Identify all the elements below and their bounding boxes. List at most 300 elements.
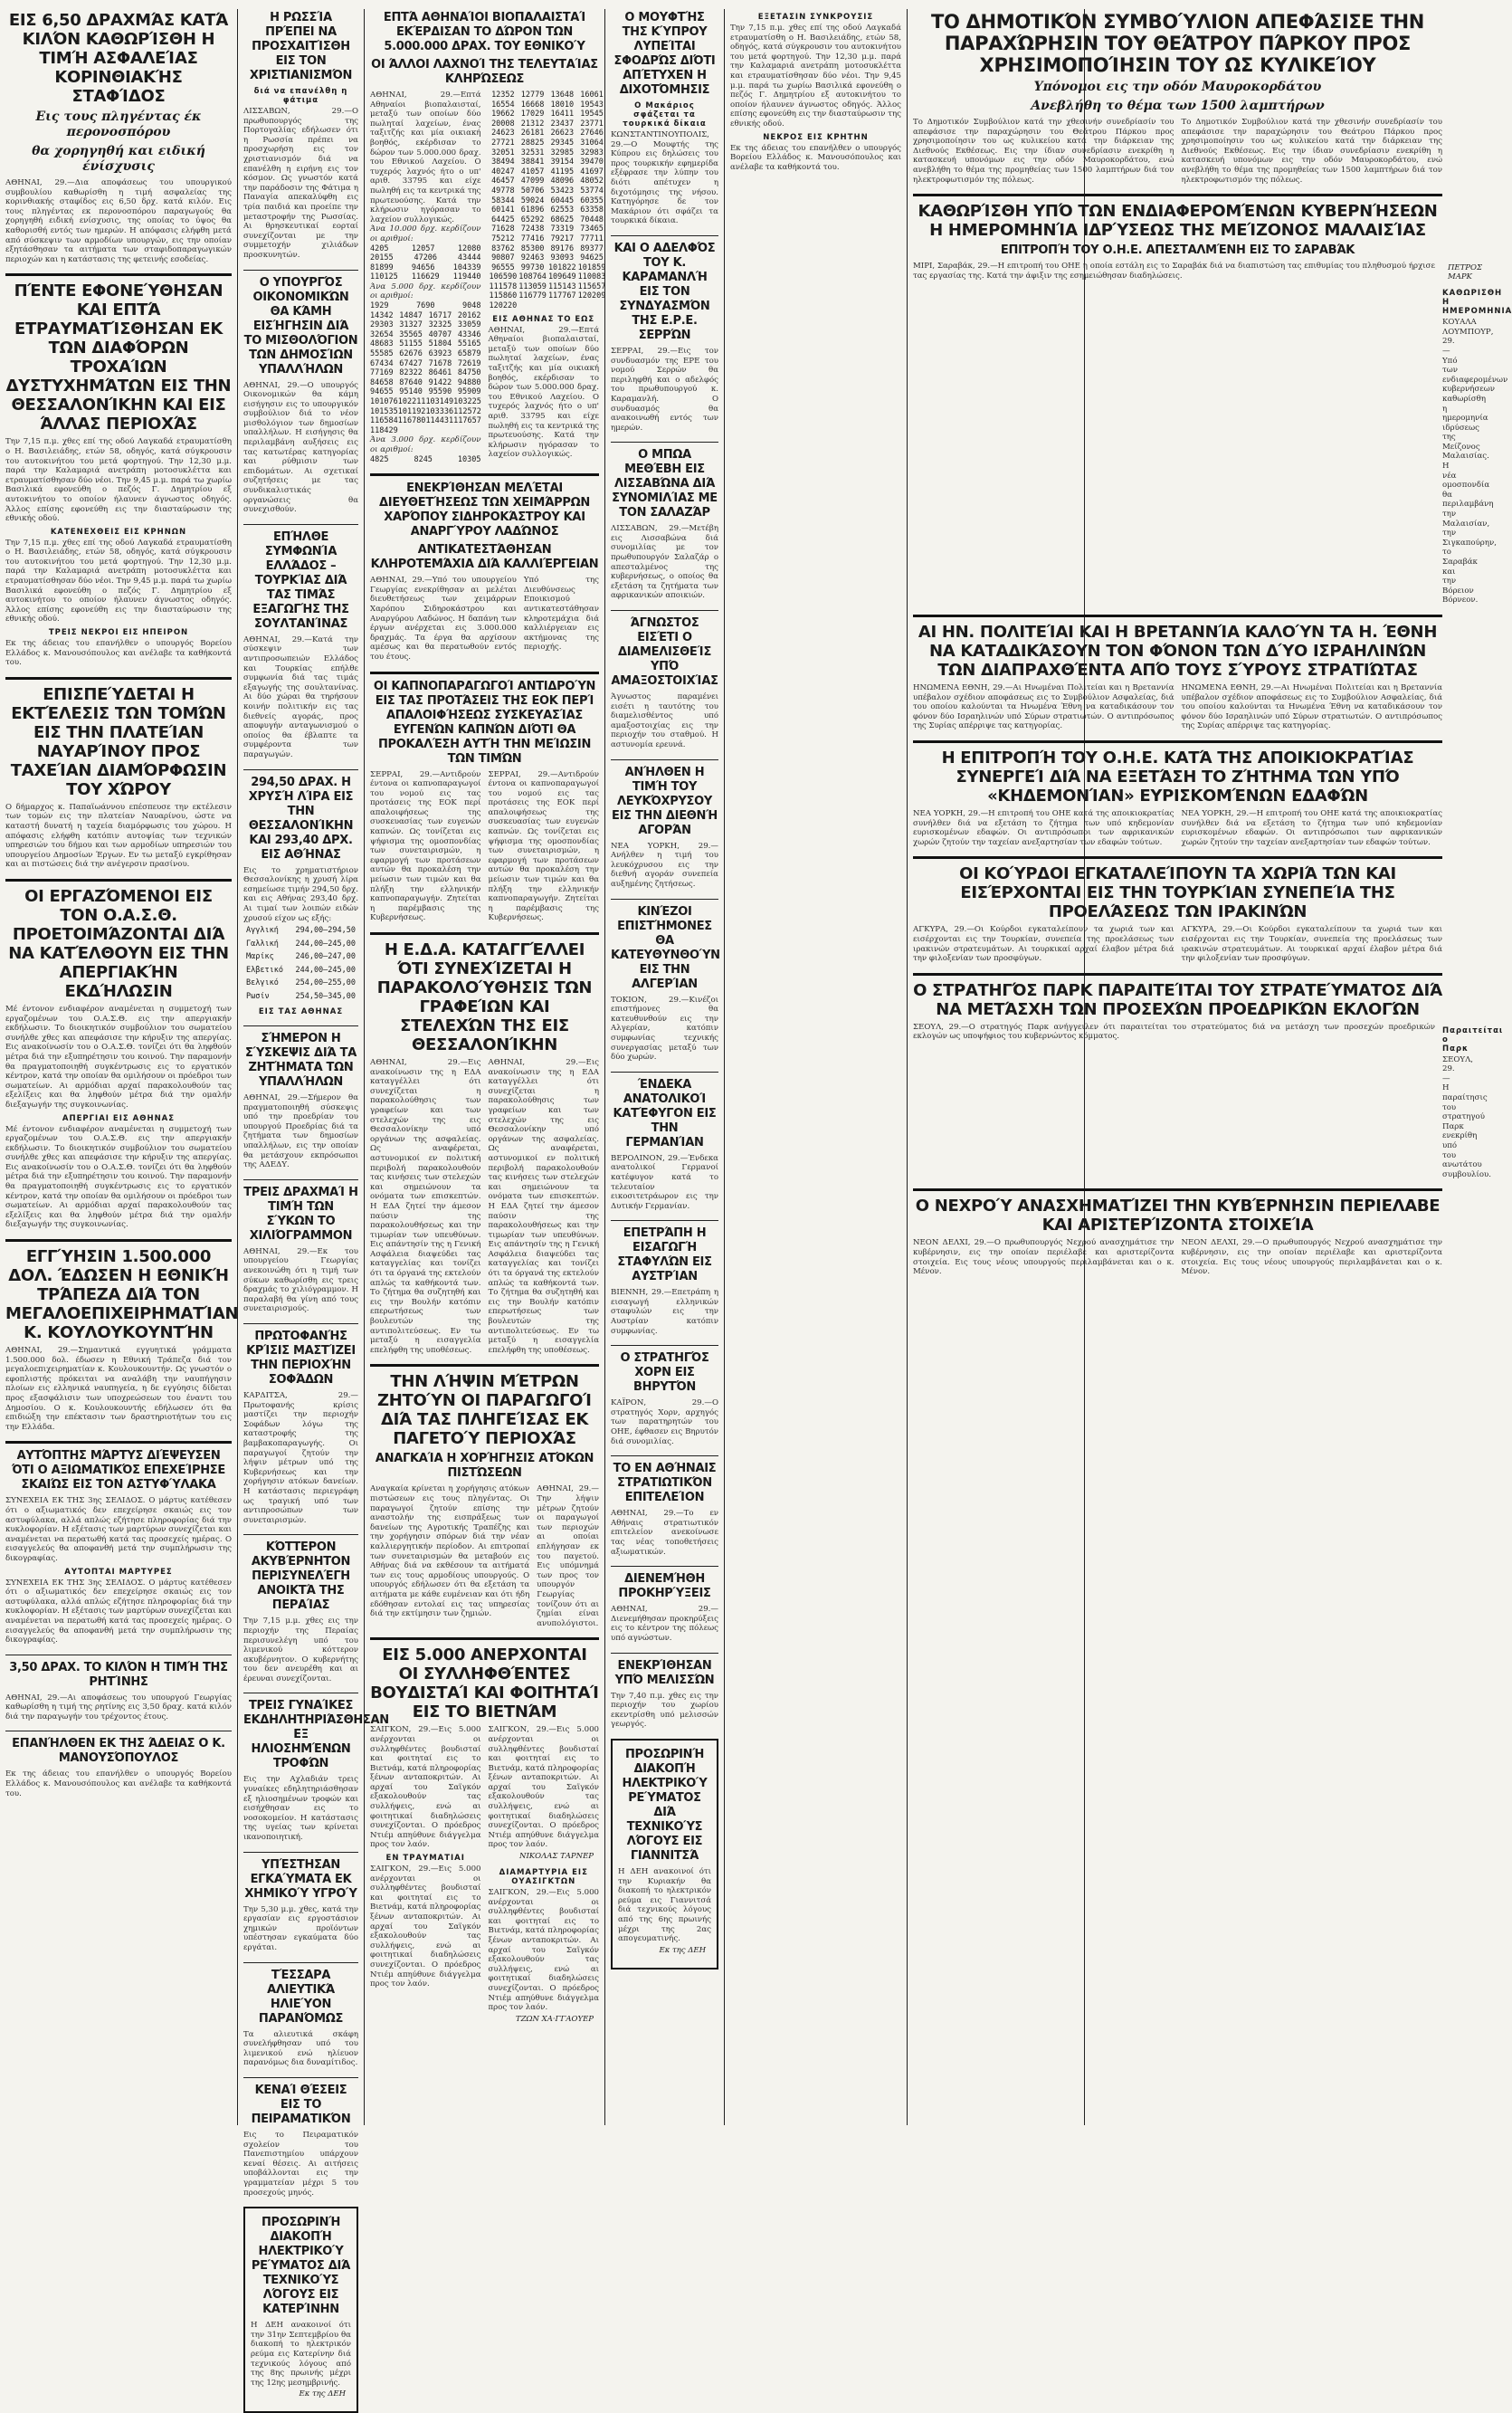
lottery-number: 106590 bbox=[489, 272, 518, 282]
lottery-row bbox=[370, 387, 481, 397]
lottery-row bbox=[370, 301, 481, 311]
lottery-row bbox=[489, 291, 607, 301]
article-body: Η ΔΕΗ ανακοινοί ότι την 31ην Σεπτεμβρίου θα διακοπή το ηλεκτρικόν ρεύμα εις Κατερίνην διά τεχνικούς λόγους από της 8ης πρωινής μέχρι της 12ης μεσημβρινής. bbox=[251, 2321, 351, 2388]
headline: ΆΓΝΩΣΤΟΣ ΕΙΣΈΤΙ Ο ΔΙΑΜΕΛΙΣΘΕΊΣ ΥΠΌ ΑΜΑΞΟΣΤΟΙΧΊΑΣ bbox=[611, 616, 718, 689]
article-germany bbox=[611, 1078, 718, 1212]
article-frost bbox=[370, 1372, 599, 1628]
lottery-number: 92463 bbox=[520, 253, 545, 263]
headline: 294,50 ΔΡΑΧ. Η ΧΡΥΣΉ ΛΊΡΑ ΕΙΣ ΤΗΝ ΘΕΣΣΑΛΟΝΊΚΗΝ ΚΑΙ 293,40 ΔΡΧ. ΕΙΣ ΑΘΉΝΑΣ bbox=[248, 775, 354, 862]
lottery-row bbox=[489, 119, 607, 129]
article-navarinou bbox=[5, 685, 232, 870]
article-payroll bbox=[243, 276, 358, 515]
lottery-number: 108764 bbox=[518, 272, 547, 282]
lottery-number: 85300 bbox=[520, 243, 545, 253]
headline: ΕΠΉΛΘΕ ΣΥΜΦΩΝΊΑ ΕΛΛΆΔΟΣ – ΤΟΥΡΚΊΑΣ ΔΙΆ ΤΑΣ ΤΙΜΆΣ ΕΞΑΓΩΓΉΣ ΤΗΣ ΣΟΥΛΤΑΝΊΝΑΣ bbox=[252, 529, 349, 631]
coin-name: Αγγλική bbox=[246, 926, 279, 936]
lottery-number: 115860 bbox=[489, 291, 518, 301]
coin-price: 244,00—245,00 bbox=[295, 939, 356, 949]
lottery-number: 27646 bbox=[580, 129, 604, 138]
lottery-row bbox=[489, 157, 607, 167]
headline: Ο ΝΕΧΡΟΎ ΑΝΑΣΧΗΜΑΤΊΖΕΙ ΤΗΝ ΚΥΒΈΡΝΗΣΙΝ ΠΕΡΙΕΛΑΒΕ ΚΑΙ ΑΡΙΣΤΕΡΊΖΟΝΤΑ ΣΤΟΙΧΕΊΑ bbox=[915, 1197, 1441, 1235]
article-bees bbox=[611, 1659, 718, 1730]
headline: ΕΝΕΚΡΊΘΗΣΑΝ ΥΠΌ ΜΕΛΙΣΣΏΝ bbox=[614, 1658, 715, 1687]
lottery-number bbox=[518, 301, 547, 311]
article-body: Την 5,30 μ.μ. χθες, κατά την εργασίαν εις εργοστάσιον χημικών προϊόντων υπέστησαν εγκαύματα δύο εργάται. bbox=[243, 1904, 358, 1952]
lottery-number: 72438 bbox=[520, 224, 545, 234]
lottery-number: 63358 bbox=[580, 205, 604, 215]
lottery-number: 81899 bbox=[370, 262, 394, 272]
lottery-number: 46457 bbox=[491, 176, 515, 186]
article-body: ΑΘΗΝΑΙ, 29.—Εκ του υπουργείου Γεωργίας ανεκοινώθη ότι η τιμή των σύκων καθωρίσθη εις τρεις δραχμάς το χιλιόγραμμον. Η παραλαβή θα γίνη από τους συνεταιρισμούς. bbox=[243, 1246, 358, 1314]
lottery-number: 117657 bbox=[453, 416, 481, 426]
gold-price-row bbox=[245, 965, 357, 977]
lottery-number: 40707 bbox=[428, 329, 452, 339]
article-body: ΑΘΗΝΑΙ, 29.—Κατά την σύσκεψιν των αντιπροσωπειών Ελλάδος και Τουρκίας επήλθε συμφωνία διά τας τιμάς εξαγωγής της σουλτανίνας. Αι δύο χώραι θα τηρήσουν κοινήν πολιτικήν εις τας διεθνείς αγοράς, προς αποφυγήν ανταγωνισμού ο οποίος θα έβλαπτε τα συμφέροντα των παραγωγών. bbox=[243, 634, 358, 759]
lottery-number: 67434 bbox=[370, 358, 394, 368]
headline: ΕΙΣ 5.000 ΑΝΕΡΧΟΝΤΑΙ ΟΙ ΣΥΛΛΗΦΘΈΝΤΕΣ ΒΟΥΔΙΣΤΑΊ ΚΑΙ ΦΟΙΤΗΤΑΊ ΕΙΣ ΤΟ ΒΙΕΤΝΆΜ bbox=[370, 1645, 599, 1722]
article-body: Εκ της άδειας του επανήλθεν ο υπουργός Βορείου Ελλάδος κ. Μανουσόπουλος και ανέλαβε τα καθήκοντά του. bbox=[5, 1769, 232, 1798]
lottery-number: 47099 bbox=[520, 176, 545, 186]
lottery-number: 19545 bbox=[580, 110, 604, 119]
headline: ΑΝΤΙΚΑΤΕΣΤΆΘΗΣΑΝ ΚΛΗΡΟΤΕΜΆΧΙΑ ΔΙΆ ΚΑΛΛΙΈΡΓΕΙΑΝ bbox=[370, 543, 599, 572]
article-oasth bbox=[5, 887, 232, 1230]
lottery-number: 14342 bbox=[370, 310, 394, 320]
lottery-number: 64425 bbox=[491, 215, 515, 224]
lottery-number: 23771 bbox=[580, 119, 604, 129]
lottery-number: 91422 bbox=[428, 377, 452, 387]
article-body: Την 7,15 π.μ. χθες επί της οδού Λαγκαδά ετραυματίσθη ο Η. Βασιλειάδης, ετών 58, οδηγός, κατά σύγκρουσιν του αυτοκινήτου του μετά φορτηγού. Την 12,30 μ.μ. παρά την Καλαμαριά ανετράπη μοτοσυκλέττα και ετραυματίσθησαν δύο νέοι. Την 9,45 μ.μ. παρά τω χωρίω Βασιλικά εφονεύθη ο πεζός Γ. Δημητρίου εξ αυτοκινήτου το οποίον ήλαυνεν άγνωστος οδηγός. Άλλος επίσης εφονεύθη εις την διασταύρωσιν της εθνικής οδού. bbox=[730, 24, 901, 129]
headline: Η Ε.Δ.Α. ΚΑΤΑΓΓΈΛΛΕΙ ΌΤΙ ΣΥΝΕΧΊΖΕΤΑΙ Η ΠΑΡΑΚΟΛΟΎΘΗΣΙΣ ΤΩΝ ΓΡΑΦΕΊΩΝ ΚΑΙ ΣΤΕΛΕΧΏΝ ΤΗΣ ΕΙΣ ΘΕΣΣΑΛΟΝΊΚΗΝ bbox=[376, 940, 593, 1054]
lottery-number: 101859 bbox=[577, 262, 606, 272]
headline: ΑΥΤΌΠΤΗΣ ΜΆΡΤΥΣ ΔΙΈΨΕΥΣΕΝ ΌΤΙ Ο ΑΞΙΩΜΑΤΙΚΌΣ ΕΠΕΧΕΊΡΗΣΕ ΣΚΑΙΏΣ ΕΙΣ ΤΟΝ ΑΣΤΥΦΎΛΑΚΑ bbox=[12, 1449, 225, 1493]
lottery-number: 117767 bbox=[547, 291, 576, 301]
lottery-number: 95140 bbox=[399, 387, 423, 397]
lottery-number: 20008 bbox=[491, 119, 515, 129]
lottery-number: 39154 bbox=[550, 157, 575, 167]
lottery-number: 111578 bbox=[489, 281, 518, 291]
headline: ΈΝΔΕΚΑ ΑΝΑΤΟΛΙΚΟΊ ΚΑΤΈΦΥΓΟΝ ΕΙΣ ΤΗΝ ΓΕΡΜΑΝΊΑΝ bbox=[613, 1077, 717, 1149]
article-body: ΑΘΗΝΑΙ, 29.—Σημαντικά εγγυητικά γράμματα 1.500.000 δολ. έδωσεν η Εθνική Τράπεζα διά τον μεγαλοεπιχειρηματίαν κ. Κουλουκουντήν. Ως γνωστόν ο εφοπλιστής πρόκειται να αναλάβη την ναυπήγησιν πλοίων εις ελληνικά ναυπηγεία, η δε εγγύησις δίδεται προς εξασφάλισιν των υποχρεώσεων του έναντι του Δημοσίου. Ο κ. Κουλουκουντής εδήλωσεν ότι θα επιδιώξη την επέκτασιν των δραστηριοτήτων του εις την Ελλάδα. bbox=[5, 1346, 232, 1432]
headline: Ο ΜΠΩΑ ΜΕΘΈΒΗ ΕΙΣ ΛΙΣΣΑΒΏΝΑ ΔΙΆ ΣΥΝΟΜΙΛΊΑΣ ΜΕ ΤΟΝ ΣΑΛΑΖΆΡ bbox=[612, 448, 718, 520]
kicker: ΕΞΕΤΑΣΙΝ ΣΥΝΚΡΟΥΣΙΣ bbox=[757, 13, 874, 22]
lottery-number: 71678 bbox=[428, 358, 452, 368]
lottery-number: 19662 bbox=[491, 110, 515, 119]
article-israelis bbox=[913, 623, 1442, 731]
article-body: ΚΑΪΡΟΝ, 29.—Ο στρατηγός Χορν, αρχηγός των παρατηρητών του ΟΗΕ, έφθασεν εις Βηρυτόν διά συνομιλίας. bbox=[611, 1398, 718, 1446]
article-platinum bbox=[611, 766, 718, 890]
article-torrents bbox=[370, 482, 599, 662]
lottery-number: 9048 bbox=[462, 301, 481, 311]
headline: ΤΗΝ ΛΉΨΙΝ ΜΈΤΡΩΝ ΖΗΤΟΎΝ ΟΙ ΠΑΡΑΓΩΓΟΊ ΔΙΆ ΤΑΣ ΠΛΗΓΕΊΣΑΣ ΕΚ ΠΑΓΕΤΟΎ ΠΕΡΙΟΧΆΣ bbox=[376, 1372, 593, 1449]
lottery-number: 10305 bbox=[457, 454, 481, 464]
lottery-number: 82322 bbox=[399, 368, 423, 378]
lottery-number: 43444 bbox=[457, 253, 481, 263]
gold-price-row bbox=[245, 939, 357, 950]
article-body: ΚΩΝΣΤΑΝΤΙΝΟΥΠΟΛΙΣ, 29.—Ο Μουφτής της Κύπρου εις δηλώσεις του προς τουρκικήν εφημερίδα εξέφρασε την λύπην του διότι απέτυχεν η διχοτόμησις της νήσου. Κατηγόρησε δε τον Μακάριον ότι σφάζει τα τουρκικά δίκαια. bbox=[611, 130, 718, 226]
headline: ΟΙ ΚΟΎΡΔΟΙ ΕΓΚΑΤΑΛΕΊΠΟΥΝ ΤΑ ΧΩΡΙΆ ΤΩΝ ΚΑΙ ΕΙΣΈΡΧΟΝΤΑΙ ΕΙΣ ΤΗΝ ΤΟΥΡΚΊΑΝ ΣΥΝΕΠΕΊΑ ΤΗΣ ΠΡΟΕΛΆΣΕΩΣ ΤΩΝ ΙΡΑΚΙΝΏΝ bbox=[959, 864, 1396, 922]
headline: ΤΡΕΙΣ ΓΥΝΑΊΚΕΣ ΕΚΔΗΛΗΤΗΡΙΆΣΘΗΣΑΝ ΕΞ ΗΛΙΟΣΗΜΈΝΩΝ ΤΡΟΦΏΝ bbox=[243, 1699, 389, 1771]
lottery-number: 119440 bbox=[452, 272, 481, 282]
kicker: Ο Μακάριος σφάζεται τα τουρκικά δίκαια bbox=[623, 101, 707, 129]
lottery-number: 93093 bbox=[550, 253, 575, 263]
lottery-row bbox=[370, 339, 481, 349]
lottery-number: 16411 bbox=[550, 110, 575, 119]
article-body: Εκ της άδειας του επανήλθεν ο υπουργός Βορείου Ελλάδος κ. Μανουσόπουλος και ανέλαβε τα καθήκοντά του. bbox=[730, 143, 901, 172]
lottery-number: 41697 bbox=[580, 167, 604, 176]
article-body: ΑΘΗΝΑΙ, 29.—Δια αποφάσεως του υπουργικού συμβουλίου καθωρίσθη η τιμή ασφαλείας της κορινθιακής σταφίδος εις 6,50 δρχ. κατά κιλόν. Εις τους πληγέντας εκ περονοσπόρου παραγωγούς θα χορηγηθή ειδική ενίσχυσις, της οποίας το ύψος θα καθορισθή εντός των ημερών. Η απόφασις ελήφθη μετά από σύσκεψιν των αρμοδίων υπουργών, εις την οποίαν εξητάσθησαν τα αιτήματα των σταφιδοπαραγωγικών περιοχών και η κατάστασις της φετεινής εσοδείας. bbox=[5, 178, 232, 264]
article-body: Την 7,40 π.μ. χθες εις την περιοχήν του χωρίου εκεντρίσθη υπό μελισσών γεωργός. bbox=[611, 1691, 718, 1730]
article-resin bbox=[5, 1661, 232, 1722]
lottery-number: 99730 bbox=[520, 262, 545, 272]
lottery-row bbox=[370, 263, 481, 273]
lottery-number: 73465 bbox=[580, 224, 604, 234]
lottery-number: 16668 bbox=[520, 100, 545, 110]
lottery-number: 116779 bbox=[518, 291, 547, 301]
article-body: Τα αλιευτικά σκάφη συνελήφθησαν υπό του λιμενικού ενώ ηλίευον παρανόμως δια δυναμίτιδος. bbox=[243, 2029, 358, 2068]
headline: ΟΙ ΚΑΠΝΟΠΑΡΑΓΩΓΟΊ ΑΝΤΙΔΡΟΎΝ ΕΙΣ ΤΑΣ ΠΡΟΤΆΣΕΙΣ ΤΗΣ ΕΟΚ ΠΕΡΊ ΑΠΑΛΟΙΦΉΣΕΩΣ ΣΥΣΚΕΥΑΣΊΑΣ ΕΥΓΕΝΏΝ ΚΑΠΝΏΝ ΔΙΌΤΙ ΘΑ ΠΡΟΚΑΛΈΣΗ ΑΥΤΉ ΤΗΝ ΜΕΊΩΣΙΝ ΤΩΝ ΤΙΜΏΝ bbox=[373, 679, 596, 766]
column-e-wide bbox=[908, 9, 1512, 2125]
article-body: Εις το χρηματιστήριον Θεσσαλονίκης η χρυσή λίρα εσημείωσε τιμήν 294,50 δρχ. και εις Αθήνας 293,40 δρχ. Αι τιμαί των λοιπών ειδών χρυσού είχον ως εξής: bbox=[243, 865, 358, 923]
article-body: ΜΙΡΙ, Σαραβάκ, 29.—Η επιτροπή του ΟΗΕ η οποία εστάλη εις το Σαραβάκ διά να διαπιστώση τας επιθυμίας του πληθυσμού ήρχισε τας εργασίας της. Κατά την άφιξιν της εσημειώθησαν διαδηλώσεις. bbox=[913, 262, 1435, 281]
kicker: ΚΑΤΕΝΕΧΘΕΙΣ ΕΙΣ ΚΡΗΝΩΝ bbox=[50, 527, 187, 537]
article-unknown bbox=[611, 616, 718, 750]
article-leaflets bbox=[611, 1572, 718, 1643]
article-body: ΝΕΑ ΥΟΡΚΗ, 29.—Η επιτροπή του ΟΗΕ κατά της αποικιοκρατίας συνήλθεν διά να εξετάση το ζήτημα των υπό κηδεμονίαν ευρισκομένων εδαφών. Οι αντιπρόσωποι των αφρικανικών χωρών ζητούν την ταχείαν ανεξαρτησίαν των εδαφών τούτων. bbox=[913, 808, 1174, 847]
article-gold bbox=[243, 776, 358, 1017]
headline: ΕΠΙΤΡΟΠΉ ΤΟΥ Ο.Η.Ε. ΑΠΕΣΤΑΛΜΈΝΗ ΕΙΣ ΤΟ ΣΑΡΑΒΆΚ bbox=[1000, 243, 1355, 258]
article-body: Εις το Πειραματικόν σχολείον του Πανεπιστημίου υπάρχουν κεναί θέσεις. Αι αιτήσεις υποβάλλονται εις την γραμματείαν μέχρι 5 του προσεχούς μηνός. bbox=[243, 2130, 358, 2198]
lottery-number: 103225 bbox=[453, 397, 481, 406]
article-body: ΑΘΗΝΑΙ, 29.—Σήμερον θα πραγματοποιηθή σύσκεψις υπό την προεδρίαν του υπουργού Προεδρίας διά τα ζητήματα των δημοσίων υπαλλήλων, εις την οποίαν θα μετάσχουν εκπρόσωποι της ΑΔΕΔΥ. bbox=[243, 1093, 358, 1170]
headline: ΚΕΝΑΊ ΘΈΣΕΙΣ ΕΙΣ ΤΟ ΠΕΙΡΑΜΑΤΙΚΌΝ bbox=[251, 2083, 351, 2126]
lottery-number: 50706 bbox=[520, 186, 545, 196]
headline: ΕΓΓΎΗΣΙΝ 1.500.000 ΔΟΛ. ΈΔΩΣΕΝ Η ΕΘΝΙΚΉ ΤΡΆΠΕΖΑ ΔΙΆ ΤΟΝ ΜΕΓΑΛΟΕΠΙΧΕΙΡΗΜΑΤΊΑΝ Κ. ΚΟΥΛΟΥΚΟΥΝΤΉΝ bbox=[5, 1247, 239, 1343]
article-body: ΑΘΗΝΑΙ, 29.—Την λήψιν μέτρων ζητούν οι παραγωγοί των περιοχών αι οποίαι επλήγησαν εκ του παγετού. Εις υπόμνημά των προς τον υπουργόν Γεωργίας τονίζουν ότι αι ζημίαι είναι ανυπολόγιστοι. bbox=[537, 1484, 599, 1628]
lottery-number: 32985 bbox=[550, 148, 575, 157]
kicker: ΑΥΤΟΠΤΑΙ ΜΑΡΤΥΡΕΣ bbox=[64, 1567, 173, 1577]
headline: ΕΙΣ 6,50 ΔΡΑΧΜΆΣ ΚΑΤΆ ΚΙΛΌΝ ΚΑΘΩΡΊΣΘΗ Η ΤΙΜΉ ΑΣΦΑΛΕΊΑΣ ΚΟΡΙΝΘΙΑΚΉΣ ΣΤΑΦΊΔΟΣ bbox=[8, 11, 229, 106]
article-body: ΑΘΗΝΑΙ, 29.—Επτά Αθηναίοι βιοπαλαισταί, μεταξύ των οποίων δύο πωληταί λαχείων, ένας ταξιτζής και μία οικιακή βοηθός, εκέρδισαν το δώρον των 5.000.000 δραχ. του Εθνικού Λαχείου. Ο τυχερός λαχνός ήτο ο υπ' αριθ. 33795 και είχε πωληθή εις τα κεντρικά της πρωτευούσης. Κατά την κλήρωσιν ηγόρασαν το λαχείον συλλογικώς. bbox=[488, 325, 599, 460]
article-body: ΚΑΡΔΙΤΣΑ, 29.—Πρωτοφανής κρίσις μαστίζει την περιοχήν Σοφάδων λόγω της καταστροφής της βαμβακοπαραγωγής. Οι παραγωγοί ζητούν την λήψιν μέτρων υπό της Κυβερνήσεως και την χορήγησιν ατόκων δανείων. Η κατάστασις περιεγράφη ως τραγική υπό των αντιπροσώπων των συνεταιρισμών. bbox=[243, 1391, 358, 1525]
headline: ΚΑΘΩΡΊΣΘΗ ΥΠΌ ΤΩΝ ΕΝΔΙΑΦΕΡΟΜΈΝΩΝ ΚΥΒΕΡΝΉΣΕΩΝ Η ΗΜΕΡΟΜΗΝΊΑ ΙΔΡΎΣΕΩΣ ΤΗΣ ΜΕΊΖΟΝΟΣ ΜΑΛΑΙΣΊΑΣ bbox=[918, 202, 1438, 241]
article-boat bbox=[243, 1540, 358, 1683]
article-body: ΝΕΑ ΥΟΡΚΗ, 29.—Η επιτροπή του ΟΗΕ κατά της αποικιοκρατίας συνήλθεν διά να εξετάση το ζήτημα των υπό κηδεμονίαν ευρισκομένων εδαφών. Οι αντιπρόσωποι των αφρικανικών χωρών ζητούν την ταχείαν ανεξαρτησίαν των εδαφών τούτων. bbox=[1181, 808, 1442, 847]
article-body: Ο δήμαρχος κ. Παπαϊωάννου επέσπευσε την εκτέλεσιν των τομών εις την πλατείαν Ναυαρίνου, ώστε να καταστή δυνατή η ταχεία διαμόρφωσις του χώρου. Η απόφασις ελήφθη κατόπιν αυτοψίας των τεχνικών υπηρεσιών του δήμου και των αρμοδίων υπηρεσιών του υπουργείου Δημοσίων Έργων. Εν τω μεταξύ εγκρίθησαν και αι πιστώσεις διά την ανέγερσιν πρασίνου. bbox=[5, 802, 232, 870]
headline: ΑΝΑΓΚΑΊΑ Η ΧΟΡΉΓΗΣΙΣ ΑΤΌΚΩΝ ΠΙΣΤΏΣΕΩΝ bbox=[375, 1452, 594, 1481]
lottery-prize-label: Άνα 3.000 δρχ. κερδίζουν οι αριθμοί: bbox=[370, 435, 481, 454]
article-poison bbox=[243, 1699, 389, 1843]
lottery-number: 20155 bbox=[370, 253, 394, 263]
lottery-number: 110125 bbox=[370, 272, 398, 282]
lottery-row bbox=[489, 138, 607, 148]
lottery-number: 60141 bbox=[491, 205, 515, 215]
lottery-row bbox=[489, 301, 607, 311]
lottery-number: 109649 bbox=[547, 272, 576, 282]
lottery-number: 29345 bbox=[550, 138, 575, 148]
lottery-number: 27721 bbox=[491, 138, 515, 148]
headline: ΤΟ ΔΗΜΟΤΙΚΌΝ ΣΥΜΒΟΎΛΙΟΝ ΑΠΕΦΆΣΙΣΕ ΤΗΝ ΠΑΡΑΧΏΡΗΣΙΝ ΤΟΥ ΘΕΆΤΡΟΥ ΠΆΡΚΟΥ ΠΡΟΣ ΧΡΗΣΙΜΟΠΟΊΗΣΙΝ ΤΟΥ ΩΣ ΚΥΛΙΚΕΊΟΥ bbox=[930, 11, 1425, 76]
article-body: ΣΑΙΓΚΟΝ, 29.—Εις 5.000 ανέρχονται οι συλληφθέντες βουδισταί και φοιτηταί εις το Βιετνάμ, κατά πληροφορίας ξένων ανταποκριτών. Αι αρχαί του Σαϊγκόν εξακολουθούν τας συλλήψεις, ενώ αι φοιτητικαί διαδηλώσεις συνεχίζονται. Ο πρόεδρος Ντιέμ απηύθυνε διάγγελμα προς τον λαόν. bbox=[370, 1865, 481, 1989]
lottery-number-table bbox=[489, 91, 607, 311]
lottery-number: 26181 bbox=[520, 129, 545, 138]
headline: ΕΠΕΤΡΆΠΗ Η ΕΙΣΑΓΩΓΉ ΣΤΑΦΥΛΏΝ ΕΙΣ ΑΥΣΤΡΊΑΝ bbox=[617, 1226, 712, 1284]
lottery-number: 75212 bbox=[491, 234, 515, 243]
article-body: Την 7,15 π.μ. χθες επί της οδού Λαγκαδά ετραυματίσθη ο Η. Βασιλειάδης, ετών 58, οδηγός, κατά σύγκρουσιν του αυτοκινήτου του μετά φορτηγού. Την 12,30 μ.μ. παρά την Καλαμαριά ανετράπη μοτοσυκλέττα και ετραυματίσθησαν δύο νέοι. Την 9,45 μ.μ. παρά τω χωρίω Βασιλικά εφονεύθη ο πεζός Γ. Δημητρίου εξ αυτοκινήτου το οποίον ήλαυνεν άγνωστος οδηγός. Άλλος επίσης εφονεύθη εις την διασταύρωσιν της εθνικής οδού. bbox=[5, 538, 232, 625]
lottery-row bbox=[489, 91, 607, 100]
lottery-number: 55165 bbox=[457, 339, 481, 349]
lottery-number: 48052 bbox=[580, 176, 604, 186]
kicker: ΝΕΚΡΟΣ ΕΙΣ ΚΡΗΤΗΝ bbox=[763, 132, 869, 142]
article-austria bbox=[611, 1226, 718, 1336]
lottery-number: 65879 bbox=[457, 349, 481, 359]
article-witness bbox=[5, 1449, 232, 1645]
lottery-row bbox=[489, 234, 607, 244]
article-malaysia: ΚΑΘΩΡΊΣΘΗ ΥΠΌ ΤΩΝ ΕΝΔΙΑΦΕΡΟΜΈΝΩΝ ΚΥΒΕΡΝΉΣΕΩΝ Η ΗΜΕΡΟΜΗΝΊΑ ΙΔΡΎΣΕΩΣ ΤΗΣ ΜΕΊΖΟΝΟΣ ΜΑΛΑΙΣΊΑΣ ΕΠΙΤΡΟΠΉ ΤΟΥ Ο.Η.Ε. ΑΠΕΣΤΑΛΜΈΝΗ ΕΙΣ ΤΟ ΣΑΡΑΒΆΚ ΜΙΡΙ, Σαραβάκ, 29.—Η επιτροπή του ΟΗΕ η οποία εστάλη εις το Σαραβάκ διά να διαπιστώση τας επιθυμίας του πληθυσμού ήρχισε τας εργασίας της. Κατά την άφιξιν της εσημειώθησαν διαδηλώσεις. ΠΕΤΡΟΣ ΜΑΡΚ ΚΑΘΩΡΙΣΘΗ Η ΗΜΕΡΟΜΗΝΙΑ ΚΟΥΑΛΑ ΛΟΥΜΠΟΥΡ, 29.—Υπό των ενδιαφερομένων κυβερνήσεων καθωρίσθη η ημερομηνία ιδρύσεως της Μείζονος Μαλαισίας. Η νέα ομοσπονδία θα περιλαμβάνη την Μαλαισίαν, την Σιγκαπούρην, το Σαραβάκ και την Βόρειον Βόρνεον. bbox=[913, 202, 1512, 606]
lottery-number: 101822 bbox=[547, 262, 576, 272]
headline: ΚΑΙ Ο ΑΔΕΛΦΌΣ ΤΟΥ Κ. ΚΑΡΑΜΑΝΛΉ ΕΙΣ ΤΟΝ ΣΥΝΔΥΑΣΜΌΝ ΤΗΣ Ε.Ρ.Ε. ΣΕΡΡΏΝ bbox=[613, 241, 716, 342]
lottery-number: 4825 bbox=[370, 454, 389, 464]
lottery-number: 38841 bbox=[520, 157, 545, 167]
headline: ΚΌΤΤΕΡΟΝ ΑΚΥΒΈΡΝΗΤΟΝ ΠΕΡΙΣΥΝΕΛΈΓΗ ΑΝΟΙΚΤΆ ΤΗΣ ΠΕΡΑΊΑΣ bbox=[251, 1540, 351, 1613]
lottery-number: 18010 bbox=[550, 100, 575, 110]
article-body: Υπό της Διευθύνσεως Εποικισμού αντικατεστάθησαν κληροτεμάχια διά καλλιέργειαν εις ακτήμονας της περιοχής. bbox=[523, 576, 600, 653]
lottery-row bbox=[489, 176, 607, 186]
article-body: ΑΘΗΝΑΙ, 29.—Αι αποφάσεως του υπουργού Γεωργίας καθωρίσθη η τιμή της ρητίνης εις 3,50 δραχ. κατά κιλόν διά την παραγωγήν του τρέχοντος έτους. bbox=[5, 1693, 232, 1722]
lottery-row bbox=[370, 407, 481, 417]
lottery-number: 16717 bbox=[428, 310, 452, 320]
lottery-number: 110083 bbox=[577, 272, 606, 282]
lottery-row bbox=[489, 205, 607, 215]
lottery-number: 72619 bbox=[457, 358, 481, 368]
lottery-number: 4205 bbox=[370, 243, 389, 253]
article-mufti bbox=[611, 11, 718, 226]
article-body: ΣΕΡΡΑΙ, 29.—Αντιδρούν έντονα οι καπνοπαραγωγοί του νομού εις τας προτάσεις της ΕΟΚ περί απαλοιφήσεως της συσκευασίας των ευγενών καπνών. Ως τονίζεται εις ψήφισμα της ομοσπονδίας των συνεταιρισμών, η εφαρμογή των προτάσεων αυτών θα προκαλέση την μείωσιν των τιμών και θα πλήξη την ελληνικήν καπνοπαραγωγήν. Ζητείται η παρέμβασις της Κυβερνήσεως. bbox=[370, 769, 481, 923]
lottery-row bbox=[370, 244, 481, 254]
lottery-number: 1929 bbox=[370, 301, 389, 311]
headline: ΣΉΜΕΡΟΝ Η ΣΎΣΚΕΨΙΣ ΔΙΆ ΤΑ ΖΗΤΉΜΑΤΑ ΤΩΝ ΥΠΑΛΛΉΛΩΝ bbox=[245, 1032, 357, 1090]
article-body: ΝΕΑ ΥΟΡΚΗ, 29.—Ανήλθεν η τιμή του λευκόχρυσου εις την διεθνή αγοράν συνεπεία αυξημένης ζητήσεως. bbox=[611, 841, 718, 889]
lottery-number: 48096 bbox=[550, 176, 575, 186]
lottery-number: 43346 bbox=[457, 329, 481, 339]
headline: ΚΙΝΈΖΟΙ ΕΠΙΣΤΉΜΟΝΕΣ ΘΑ ΚΑΤΕΥΘΥΝΘΟΎΝ ΕΙΣ ΤΗΝ ΑΛΓΕΡΊΑΝ bbox=[611, 904, 720, 991]
coin-name: Γαλλική bbox=[246, 939, 279, 949]
headline: ΠΡΟΣΩΡΙΝΉ ΔΙΑΚΟΠΉ ΗΛΕΚΤΡΙΚΟΎ ΡΕΎΜΑΤΟΣ ΔΙΆ ΤΕΧΝΙΚΟΎΣ ΛΌΓΟΥΣ ΕΙΣ ΚΑΤΕΡΊΝΗΝ bbox=[251, 2216, 351, 2317]
article-body: ΒΙΕΝΝΗ, 29.—Επετράπη η εισαγωγή ελληνικών σταφυλών εις την Αυστρίαν κατόπιν συμφωνίας. bbox=[611, 1288, 718, 1336]
article-body: ΑΘΗΝΑΙ, 29.—Εις ανακοίνωσιν της η ΕΔΑ καταγγέλλει ότι συνεχίζεται η παρακολούθησις των γραφείων και των στελεχών της εις Θεσσαλονίκην υπό οργάνων της ασφαλείας. Ως αναφέρεται, αστυνομικοί εν πολιτική περιβολή παρακολουθούν τας κινήσεις των στελεχών και σημειώνουν τα ονόματα των επισκεπτών. Η ΕΔΑ ζητεί την άμεσον παύσιν της παρακολουθήσεως και την τιμωρίαν των υπευθύνων. Εις απάντησίν της η Γενική Ασφάλεια διαψεύδει τας καταγγελίας και τονίζει ότι τα όργανά της εκτελούν απλώς τα καθήκοντά των. Το ζήτημα θα συζητηθή και εις την Βουλήν κατόπιν επερωτήσεως των βουλευτών της αντιπολιτεύσεως. Εν τω μεταξύ η εισαγγελία επελήφθη της υποθέσεως. bbox=[488, 1058, 599, 1355]
lottery-number: 16554 bbox=[491, 100, 515, 110]
lottery-row bbox=[370, 368, 481, 378]
lottery-row bbox=[370, 272, 481, 282]
lottery-number: 67427 bbox=[399, 358, 423, 368]
lottery-number: 70448 bbox=[580, 215, 604, 224]
headline: Ο ΜΟΥΦΤΉΣ ΤΗΣ ΚΎΠΡΟΥ ΛΥΠΕΊΤΑΙ ΣΦΟΔΡΏΣ ΔΙΌΤΙ ΑΠΈΤΥΧΕΝ Η ΔΙΧΟΤΌΜΗΣΙΣ bbox=[613, 11, 716, 97]
article-body: Το Δημοτικόν Συμβούλιον κατά την χθεσινήν συνεδρίασίν του απεφάσισε την παραχώρησιν του Θεάτρου Πάρκου προς χρησιμοποίησιν του ως κυλικείου κατά την διάρκειαν της Διεθνούς Εκθέσεως. Εις την ίδιαν συνεδρίασιν ενεκρίθη η κατασκευή υπονόμων εις την οδόν Μαυροκορδάτου, ενώ ανεβλήθη το θέμα της προμηθείας των 1500 λαμπτήρων διά τον ηλεκτροφωτισμόν της πόλεως. bbox=[913, 118, 1174, 185]
lottery-row bbox=[370, 426, 481, 436]
coin-price: 254,50—345,00 bbox=[295, 991, 356, 1001]
lottery-number: 12352 bbox=[491, 91, 515, 100]
article-nehru bbox=[913, 1197, 1442, 1276]
column-d2 bbox=[725, 9, 907, 2125]
lottery-row bbox=[489, 263, 607, 273]
article-body: Την 7,15 μ.μ. χθες εις την περιοχήν της Περαίας περισυνελέγη υπό του λιμενικού κόττερον ακυβέρνητον. Ο κυβερνήτης του δεν ανευρέθη και αι έρευναι συνεχίζονται. bbox=[243, 1617, 358, 1683]
article-body: Το Δημοτικόν Συμβούλιον κατά την χθεσινήν συνεδρίασίν του απεφάσισε την παραχώρησιν του Θεάτρου Πάρκου προς χρησιμοποίησιν του ως κυλικείου κατά την διάρκειαν της Διεθνούς Εκθέσεως. Εις την ίδιαν συνεδρίασιν ενεκρίθη η κατασκευή υπονόμων εις την οδόν Μαυροκορδάτου, ενώ ανεβλήθη το θέμα της προμηθείας των 1500 λαμπτήρων διά τον ηλεκτροφωτισμόν της πόλεως. bbox=[1181, 118, 1442, 185]
article-fishing bbox=[243, 1969, 358, 2068]
lottery-number: 89176 bbox=[550, 243, 575, 253]
lottery-number: 13648 bbox=[550, 91, 575, 100]
headline: ΤΡΕΙΣ ΔΡΑΧΜΑΊ Η ΤΙΜΉ ΤΩΝ ΣΎΚΩΝ ΤΟ ΧΙΛΙΌΓΡΑΜΜΟΝ bbox=[243, 1185, 358, 1243]
headline: ΟΙ ΕΡΓΑΖΌΜΕΝΟΙ ΕΙΣ ΤΟΝ Ο.Α.Σ.Θ. ΠΡΟΕΤΟΙΜΆΖΟΝΤΑΙ ΔΙΆ ΝΑ ΚΑΤΈΛΘΟΥΝ ΕΙΣ ΤΗΝ ΑΠΕΡΓΙΑΚΉΝ ΕΚΔΉΛΩΣΙΝ bbox=[8, 886, 229, 1001]
lottery-number: 120220 bbox=[489, 301, 518, 311]
lottery-row bbox=[489, 253, 607, 263]
coin-name: Ελβετικό bbox=[246, 965, 283, 975]
coin-name: Ρωσίν bbox=[246, 991, 270, 1001]
coin-name: Βελγικό bbox=[246, 978, 279, 988]
lottery-number bbox=[577, 301, 607, 311]
lottery-number: 118429 bbox=[370, 425, 398, 435]
column-a bbox=[0, 9, 237, 2125]
lottery-number: 120209 bbox=[577, 291, 606, 301]
lottery-number: 94655 bbox=[370, 387, 394, 397]
lottery-row bbox=[370, 416, 481, 426]
lottery-number: 101535 bbox=[370, 406, 398, 416]
lottery-number: 87640 bbox=[399, 377, 423, 387]
lottery-number: 79217 bbox=[550, 234, 575, 243]
article-stafida bbox=[5, 11, 232, 264]
lottery-number: 101076 bbox=[370, 397, 398, 406]
lottery-number: 41057 bbox=[520, 167, 545, 176]
column-d bbox=[605, 9, 724, 2125]
article-park: Ο ΣΤΡΑΤΗΓΌΣ ΠΑΡΚ ΠΑΡΑΙΤΕΊΤΑΙ ΤΟΥ ΣΤΡΑΤΕΎΜΑΤΟΣ ΔΙΆ ΝΑ ΜΕΤΆΣΧΗ ΤΩΝ ΠΡΟΣΕΧΏΝ ΠΡΟΕΔΡΙΚΏΝ ΕΚΛΟΓΏΝ ΣΕΟΥΛ, 29.—Ο στρατηγός Παρκ ανήγγειλεν ότι παραιτείται του στρατεύματος διά να μετάσχη των προσεχών προεδρικών εκλογών ως υποψήφιος του κυβερνώντος κόμματος. Παραιτείται ο Παρκ ΣΕΟΥΛ, 29.—Η παραίτησις του στρατηγού Παρκ ενεκρίθη υπό του ανωτάτου συμβουλίου. bbox=[913, 980, 1504, 1179]
lottery-number: 26623 bbox=[550, 129, 575, 138]
article-koulouk bbox=[5, 1247, 239, 1432]
article-body: ΑΘΗΝΑΙ, 29.—Επτά Αθηναίοι βιοπαλαισταί, μεταξύ των οποίων δύο πωληταί λαχείων, ένας ταξιτζής και μία οικιακή βοηθός, εκέρδισαν το δώρον των 5.000.000 δραχ. του Εθνικού Λαχείου. Ο τυχερός λαχνός ήτο ο υπ' αριθ. 33795 και είχε πωληθή εις τα κεντρικά της πρωτευούσης. Κατά την κλήρωσιν ηγόρασαν το λαχείον συλλογικώς. bbox=[370, 91, 481, 224]
lottery-number: 35565 bbox=[399, 329, 423, 339]
article-lottery bbox=[370, 11, 606, 464]
article-body: ΣΥΝΕΧΕΙΑ ΕΚ ΤΗΣ 3ης ΣΕΛΙΔΟΣ. Ο μάρτυς κατέθεσεν ότι ο αξιωματικός δεν επεχείρησε σκαιώς εις τον αστυφύλακα, αλλά απλώς εζήτησε πληροφορίας διά την κυκλοφορίαν. Η εξέτασις των μαρτύρων συνεχίζεται και αναμένεται να περατωθή κατά τας προσεχείς ημέρας. Ο εισαγγελεύς θα αποφανθή μετά την συμπλήρωσιν της δικογραφίας. bbox=[5, 1496, 232, 1563]
lottery-number: 95909 bbox=[457, 387, 481, 397]
article-body: ΗΝΩΜΕΝΑ ΕΘΝΗ, 29.—Αι Ηνωμέναι Πολιτείαι και η Βρεταννία υπέβαλον σχέδιον αποφάσεως εις το Συμβούλιον Ασφαλείας, διά του οποίου καλούνται τα Ηνωμένα Έθνη να καταδικάσουν τον φόνον δύο Ισραηλινών υπό Σύρων στρατιωτών. Ο αντιπρόσωπος της Συρίας απέρριψε τας κατηγορίας. bbox=[1181, 682, 1442, 731]
lottery-row bbox=[370, 349, 481, 359]
article-kurds bbox=[913, 864, 1442, 963]
lottery-number: 32654 bbox=[370, 329, 394, 339]
lottery-number: 14847 bbox=[399, 310, 423, 320]
lottery-number: 95590 bbox=[428, 387, 452, 397]
article-body: ΑΓΚΥΡΑ, 29.—Οι Κούρδοι εγκαταλείπουν τα χωριά των και εισέρχονται εις την Τουρκίαν, συνεπεία της προελάσεως των ιρακινών στρατευμάτων. Αι τουρκικαί αρχαί έλαβον μέτρα διά την φιλοξενίαν των προσφύγων. bbox=[1181, 925, 1442, 964]
headline: ΑΝΉΛΘΕΝ Η ΤΙΜΉ ΤΟΥ ΛΕΥΚΌΧΡΥΣΟΥ ΕΙΣ ΤΗΝ ΔΙΕΘΝΉ ΑΓΟΡΆΝ bbox=[612, 765, 718, 837]
notice-box-giannitsa bbox=[611, 1739, 718, 1970]
article-vietnam bbox=[370, 1645, 599, 2030]
article-karamanlis bbox=[611, 242, 718, 433]
subheadline: Ανεβλήθη το θέμα των 1500 λαμπτήρων bbox=[1031, 99, 1325, 113]
lottery-number: 32325 bbox=[428, 320, 452, 330]
article-body: ΑΘΗΝΑΙ, 29.—Το εν Αθήναις στρατιωτικόν επιτελείον ανεκοίνωσε τας νέας τοποθετήσεις αξιωματικών. bbox=[611, 1509, 718, 1557]
coin-price: 246,00—247,00 bbox=[295, 952, 356, 962]
lottery-number: 19543 bbox=[580, 100, 604, 110]
lottery-number: 84750 bbox=[457, 368, 481, 378]
lottery-number: 55585 bbox=[370, 349, 394, 359]
lottery-row bbox=[489, 282, 607, 292]
article-fatima bbox=[243, 11, 358, 261]
subheadline: Εις τους πληγέντας έκ περονοσπόρου bbox=[35, 110, 202, 139]
lottery-row bbox=[489, 167, 607, 177]
lottery-number: 39470 bbox=[580, 157, 604, 167]
lottery-number: 59024 bbox=[520, 196, 545, 205]
lottery-row bbox=[370, 378, 481, 388]
lottery-number: 104339 bbox=[452, 262, 481, 272]
lottery-list-secondary bbox=[370, 224, 481, 464]
lottery-row bbox=[489, 148, 607, 158]
gold-price-row bbox=[245, 925, 357, 937]
kicker: ΔΙΑΜΑΡΤΥΡΙΑ ΕΙΣ ΟΥΑΣΙΓΚΤΩΝ bbox=[499, 1868, 588, 1887]
kicker: ΕΙΣ ΑΘΗΝΑΣ ΤΟ ΕΩΣ bbox=[492, 314, 595, 324]
lottery-row bbox=[489, 100, 607, 110]
lottery-row bbox=[370, 359, 481, 369]
lottery-number: 38494 bbox=[491, 157, 515, 167]
coin-name: Μαρίκς bbox=[246, 952, 274, 962]
article-body: ΑΘΗΝΑΙ, 29.—Διενεμήθησαν προκηρύξεις εις το κέντρον της πόλεως υπό αγνώστων. bbox=[611, 1605, 718, 1643]
lottery-number: 47206 bbox=[414, 253, 438, 263]
headline: Η ΡΩΣΣΊΑ ΠΡΈΠΕΙ ΝΑ ΠΡΟΣΧΑΙΤΊΣΘΗ ΕΙΣ ΤΟΝ ΧΡΙΣΤΙΑΝΙΣΜΌΝ bbox=[249, 11, 353, 82]
headline: ΕΠΤΆ ΑΘΗΝΑΊΟΙ ΒΙΟΠΑΛΑΙΣΤΑΊ ΕΚΈΡΔΙΣΑΝ ΤΟ ΔΏΡΟΝ ΤΩΝ 5.000.000 ΔΡΑΧ. ΤΟΥ ΕΘΝΙΚΟΎ bbox=[383, 11, 586, 53]
lottery-number: 12779 bbox=[520, 91, 545, 100]
lottery-number: 63923 bbox=[428, 349, 452, 359]
lottery-number: 31064 bbox=[580, 138, 604, 148]
article-manousopoulos bbox=[5, 1737, 232, 1798]
article-kickers bbox=[730, 13, 901, 172]
lottery-row bbox=[489, 244, 607, 254]
lottery-number: 61896 bbox=[520, 205, 545, 215]
lottery-number: 51804 bbox=[428, 339, 452, 349]
lottery-row bbox=[370, 330, 481, 340]
headline: 3,50 ΔΡΑΧ. ΤΟ ΚΙΛΌΝ Η ΤΙΜΉ ΤΗΣ ΡΗΤΊΝΗΣ bbox=[9, 1660, 228, 1689]
headline: ΔΙΕΝΕΜΉΘΗ ΠΡΟΚΗΡΎΞΕΙΣ bbox=[618, 1572, 711, 1601]
article-body: ΝΕΟΝ ΔΕΛΧΙ, 29.—Ο πρωθυπουργός Νεχρού ανασχημάτισε την κυβέρνησιν, εις την οποίαν περιέλαβε και αριστερίζοντα στοιχεία. Εις τους νέους υπουργούς περιλαμβάνεται και ο κ. Μένον. bbox=[913, 1238, 1174, 1277]
lottery-number: 32531 bbox=[520, 148, 545, 157]
lottery-number: 41195 bbox=[550, 167, 575, 176]
headline: ΑΙ ΗΝ. ΠΟΛΙΤΕΊΑΙ ΚΑΙ Η ΒΡΕΤΑΝΝΊΑ ΚΑΛΟΎΝ ΤΑ Η. ΈΘΝΗ ΝΑ ΚΑΤΑΔΙΚΆΣΟΥΝ ΤΟΝ ΦΌΝΟΝ ΤΩΝ ΔΎΟ ΙΣΡΑΗΛΙΝΏΝ ΤΩΝ ΔΙΑΠΡΑΧΘΈΝΤΑ ΑΠΌ ΤΟΥΣ ΣΎΡΟΥΣ ΣΤΡΑΤΙΏΤΑΣ bbox=[918, 622, 1438, 680]
lottery-number: 77711 bbox=[580, 234, 604, 243]
signature: Εκ της ΔΕΗ bbox=[299, 2389, 346, 2399]
lottery-row bbox=[489, 272, 607, 282]
article-body: ΣΕΟΥΛ, 29.—Ο στρατηγός Παρκ ανήγγειλεν ότι παραιτείται του στρατεύματος διά να μετάσχη των προσεχών προεδρικών εκλογών ως υποψήφιος του κυβερνώντος κόμματος. bbox=[913, 1022, 1435, 1042]
article-body: ΑΘΗΝΑΙ, 29.—Εις ανακοίνωσιν της η ΕΔΑ καταγγέλλει ότι συνεχίζεται η παρακολούθησις των γραφείων και των στελεχών της εις Θεσσαλονίκην υπό οργάνων της ασφαλείας. Ως αναφέρεται, αστυνομικοί εν πολιτική περιβολή παρακολουθούν τας κινήσεις των στελεχών και σημειώνουν τα ονόματα των επισκεπτών. Η ΕΔΑ ζητεί την άμεσον παύσιν της παρακολουθήσεως και την τιμωρίαν των υπευθύνων. Εις απάντησίν της η Γενική Ασφάλεια διαψεύδει τας καταγγελίας και τονίζει ότι τα όργανά της εκτελούν απλώς τα καθήκοντά των. Το ζήτημα θα συζητηθή και εις την Βουλήν κατόπιν επερωτήσεως των βουλευτών της αντιπολιτεύσεως. Εν τω μεταξύ η εισαγγελία επελήφθη της υποθέσεως. bbox=[370, 1058, 481, 1355]
lottery-number: 62553 bbox=[550, 205, 575, 215]
kicker: ΕΙΣ ΤΑΣ ΑΘΗΝΑΣ bbox=[258, 1007, 344, 1017]
article-body: ΣΕΡΡΑΙ, 29.—Εις τον συνδυασμόν της ΕΡΕ του νομού Σερρών θα περιληφθή και ο αδελφός του πρωθυπουργού κ. Καραμανλή. Ο συνδυασμός θα ανακοινωθή εντός των ημερών. bbox=[611, 346, 718, 433]
signature: Εκ της ΔΕΗ bbox=[659, 1945, 706, 1955]
lottery-row bbox=[370, 311, 481, 321]
lottery-number: 102211 bbox=[397, 397, 426, 406]
article-burns bbox=[243, 1858, 358, 1953]
article-body: Αναγκαία κρίνεται η χορήγησις ατόκων πιστώσεων εις τους πληγέντας. Οι παραγωγοί ζητούν επίσης την αναστολήν της εισπράξεως των δανείων της Αγροτικής Τραπέζης και την χορήγησιν σπόρων διά την νέαν καλλιεργητικήν περίοδον. Αι επιτροπαί των συνεταιρισμών θα μεταβούν εις Αθήνας διά να εκθέσουν τα αιτήματά των εις τους αρμοδίους υπουργούς. Ο υπουργός εδήλωσεν ότι θα εξετάση τα αιτήματα με κάθε ευμένειαν και ότι ήδη εδόθησαν εντολαί εις τας υπηρεσίας διά την εκτίμησιν των ζημιών. bbox=[370, 1484, 530, 1619]
coin-price: 254,00—255,00 bbox=[295, 978, 356, 988]
lottery-prize-label: Άνα 5.000 δρχ. κερδίζουν οι αριθμοί: bbox=[370, 281, 481, 301]
lottery-number: 21312 bbox=[520, 119, 545, 129]
lottery-number: 16061 bbox=[580, 91, 604, 100]
coin-price: 294,00—294,50 bbox=[295, 926, 356, 936]
subheadline: Υπόνομοι εις την οδόν Μαυροκορδάτου bbox=[1033, 80, 1322, 94]
lottery-number: 73319 bbox=[550, 224, 575, 234]
lottery-number: 94625 bbox=[580, 253, 604, 263]
lottery-number: 49778 bbox=[491, 186, 515, 196]
lottery-number: 20162 bbox=[457, 310, 481, 320]
lottery-number: 116629 bbox=[411, 272, 440, 282]
headline: Η ΕΠΙΤΡΟΠΉ ΤΟΥ Ο.Η.Ε. ΚΑΤΆ ΤΗΣ ΑΠΟΙΚΙΟΚΡΑΤΊΑΣ ΣΥΝΕΡΓΕΊ ΔΙΆ ΝΑ ΕΞΕΤΆΣΗ ΤΟ ΖΉΤΗΜΑ ΤΩΝ ΥΠΌ «ΚΗΔΕΜΟΝΊΑΝ» ΕΥΡΙΣΚΟΜΈΝΩΝ ΕΔΑΦΏΝ bbox=[941, 748, 1414, 806]
article-body: ΑΘΗΝΑΙ, 29.—Ο υπουργός Οικονομικών θα κάμη εισήγησιν εις το υπουργικόν συμβούλιον διά το νέον μισθολόγιον των δημοσίων υπαλλήλων. Η εισήγησις θα περιλαμβάνη αυξήσεις εις τας κατωτέρας κατηγορίας και ρύθμισιν των επιδομάτων. Αι σχετικαί συζητήσεις με τας συνδικαλιστικάς οργανώσεις θα συνεχισθούν. bbox=[243, 380, 358, 515]
article-body: ΣΑΙΓΚΟΝ, 29.—Εις 5.000 ανέρχονται οι συλληφθέντες βουδισταί και φοιτηταί εις το Βιετνάμ, κατά πληροφορίας ξένων ανταποκριτών. Αι αρχαί του Σαϊγκόν εξακολουθούν τας συλλήψεις, ενώ αι φοιτητικαί διαδηλώσεις συνεχίζονται. Ο πρόεδρος Ντιέμ απηύθυνε διάγγελμα προς τον λαόν. bbox=[488, 1888, 599, 2013]
article-body: ΣΕΡΡΑΙ, 29.—Αντιδρούν έντονα οι καπνοπαραγωγοί του νομού εις τας προτάσεις της ΕΟΚ περί απαλοιφήσεως της συσκευασίας των ευγενών καπνών. Ως τονίζεται εις ψήφισμα της ομοσπονδίας των συνεταιρισμών, η εφαρμογή των προτάσεων αυτών θα προκαλέση την μείωσιν των τιμών και θα πλήξη την ελληνικήν καπνοπαραγωγήν. Ζητείται η παρέμβασις της Κυβερνήσεως. bbox=[488, 769, 599, 923]
lottery-number: 77169 bbox=[370, 368, 394, 378]
